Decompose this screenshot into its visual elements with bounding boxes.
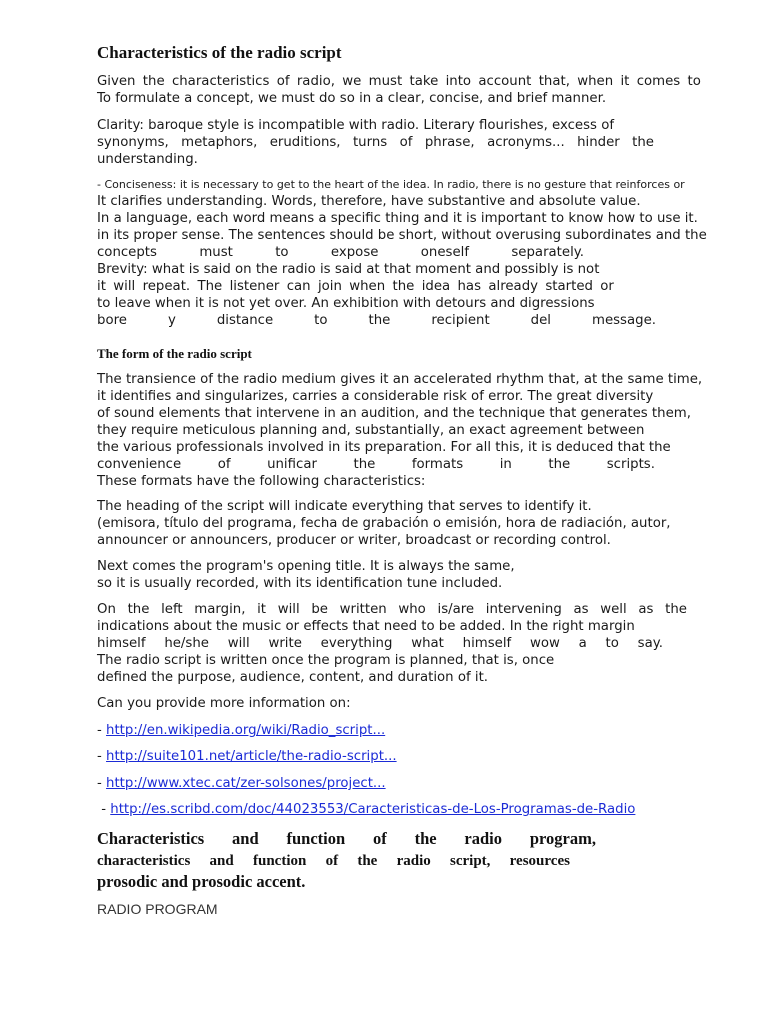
link-bullet: -	[97, 723, 107, 738]
word: as	[573, 602, 589, 617]
margin-line: indications about the music or effects that need to be added. In the right margin	[97, 619, 635, 634]
word: written	[339, 602, 387, 617]
margin-line	[97, 635, 663, 652]
more-info-label: Can you provide more information on:	[97, 696, 351, 711]
conciseness-line: In a language, each word means a specific thing and it is important to know how to use it.	[97, 211, 698, 226]
link-xtec[interactable]: http://www.xtec.cat/zer-solsones/project...	[106, 776, 386, 791]
brevity-line: Brevity: what is said on the radio is said at that moment and possibly is not	[97, 262, 600, 277]
word: scripts.	[606, 457, 655, 472]
word: synonyms,	[97, 135, 169, 150]
word: must	[368, 74, 403, 89]
heading-line: announcer or announcers, producer or writer, broadcast or recording control.	[97, 533, 611, 548]
word: himself	[462, 636, 512, 651]
word: del	[530, 313, 551, 328]
word: it	[257, 602, 267, 617]
word: be	[311, 602, 328, 617]
word: message.	[592, 313, 656, 328]
word: acronyms...	[487, 135, 565, 150]
word: is/are	[437, 602, 475, 617]
link-item	[97, 722, 385, 739]
word: metaphors,	[181, 135, 258, 150]
link-item	[97, 748, 397, 765]
word: concepts	[97, 245, 157, 260]
word: the	[127, 602, 150, 617]
intro-line	[97, 73, 701, 90]
word: to	[605, 636, 619, 651]
word: of	[399, 135, 413, 150]
section-heading: The form of the radio script	[97, 346, 252, 361]
word: it	[620, 74, 630, 89]
opening-title-line: so it is usually recorded, with its identification tune included.	[97, 576, 503, 591]
link-wikipedia[interactable]: http://en.wikipedia.org/wiki/Radio_script...	[106, 723, 386, 738]
clarity-line: understanding.	[97, 152, 198, 167]
heading-line: The heading of the script will indicate everything that serves to identify it.	[97, 499, 592, 514]
form-line: The transience of the radio medium gives it an accelerated rhythm that, at the same time,	[97, 372, 703, 387]
closing-line	[97, 829, 596, 849]
brevity-line	[97, 312, 656, 329]
clarity-line	[97, 134, 654, 151]
word: distance	[216, 313, 274, 328]
word: we	[342, 74, 362, 89]
word: to	[275, 245, 289, 260]
form-line: the various professionals involved in its preparation. For all this, it is deduced that the	[97, 440, 671, 455]
word: what	[411, 636, 444, 651]
link-bullet: -	[97, 776, 107, 791]
word: into	[445, 74, 472, 89]
word: the	[368, 313, 391, 328]
word: characteristics	[97, 853, 191, 869]
word: left	[161, 602, 183, 617]
word: margin,	[194, 602, 246, 617]
footer-label: RADIO PROGRAM	[97, 901, 218, 917]
word: will	[277, 602, 300, 617]
word: take	[409, 74, 439, 89]
link-scribd[interactable]: http://es.scribd.com/doc/44023553/Caracteristicas-de-Los-Programas-de-Radio	[110, 802, 636, 817]
word: he/she	[164, 636, 209, 651]
word: Given	[97, 74, 136, 89]
word: the	[632, 135, 654, 150]
word: oneself	[420, 245, 470, 260]
intro-line: To formulate a concept, we must do so in a clear, concise, and brief manner.	[97, 91, 607, 106]
word: in	[499, 457, 512, 472]
word: of	[276, 74, 290, 89]
clarity-line: Clarity: baroque style is incompatible with radio. Literary flourishes, excess of	[97, 118, 615, 133]
word: characteristics	[171, 74, 270, 89]
word: repeat.	[142, 279, 191, 294]
word: formats	[411, 457, 464, 472]
margin-line: defined the purpose, audience, content, and duration of it.	[97, 670, 489, 685]
word: wow	[529, 636, 560, 651]
word: resources	[509, 853, 570, 869]
link-suite101[interactable]: http://suite101.net/article/the-radio-script...	[106, 749, 397, 764]
link-bullet: -	[97, 749, 107, 764]
word: as	[638, 602, 654, 617]
word: write	[268, 636, 302, 651]
word: everything	[320, 636, 393, 651]
word: the	[142, 74, 165, 89]
word: when	[349, 279, 386, 294]
word: himself	[97, 636, 146, 651]
word: must	[199, 245, 233, 260]
form-line: they require meticulous planning and, substantially, an exact agreement between	[97, 423, 645, 438]
word: of	[217, 457, 231, 472]
word: that,	[538, 74, 570, 89]
word: will	[227, 636, 250, 651]
closing-line	[97, 851, 570, 871]
word: hinder	[577, 135, 620, 150]
word: say.	[637, 636, 663, 651]
word: expose	[330, 245, 379, 260]
word: convenience	[97, 457, 182, 472]
word: bore	[97, 313, 127, 328]
word: separately.	[511, 245, 584, 260]
word: the	[392, 279, 415, 294]
conciseness-note: - Conciseness: it is necessary to get to the heart of the idea. In radio, there is no gesture that reinforces or	[97, 178, 685, 191]
word: intervening	[485, 602, 562, 617]
word: will	[113, 279, 136, 294]
word: idea	[421, 279, 451, 294]
opening-title-line: Next comes the program's opening title. It is always the same,	[97, 559, 515, 574]
word: comes	[636, 74, 681, 89]
word: program,	[529, 829, 596, 848]
word: has	[457, 279, 482, 294]
word: function	[286, 829, 346, 848]
word: the	[353, 457, 376, 472]
word: started	[545, 279, 593, 294]
word: join	[317, 279, 342, 294]
word: radio	[396, 853, 431, 869]
word: can	[286, 279, 311, 294]
word: the	[548, 457, 571, 472]
brevity-line: to leave when it is not yet over. An exhibition with detours and digressions	[97, 296, 595, 311]
word: unificar	[267, 457, 317, 472]
word: of	[373, 829, 387, 848]
word: when	[577, 74, 614, 89]
word: Characteristics	[97, 829, 205, 848]
word: the	[357, 853, 378, 869]
link-item	[97, 775, 386, 792]
word: The	[197, 279, 223, 294]
conciseness-line: It clarifies understanding. Words, therefore, have substantive and absolute value.	[97, 194, 641, 209]
word: and	[232, 829, 259, 848]
word: already	[488, 279, 539, 294]
word: to	[314, 313, 328, 328]
brevity-line	[97, 278, 614, 295]
word: function	[252, 853, 307, 869]
word: the	[414, 829, 437, 848]
form-line: These formats have the following characteristics:	[97, 474, 426, 489]
word: a	[578, 636, 587, 651]
word: y	[167, 313, 176, 328]
form-line: it identifies and singularizes, carries a considerable risk of error. The great diversity	[97, 389, 654, 404]
word: On	[97, 602, 116, 617]
margin-line: The radio script is written once the program is planned, that is, once	[97, 653, 555, 668]
word: or	[600, 279, 614, 294]
word: listener	[229, 279, 280, 294]
link-item	[97, 801, 635, 818]
word: and	[209, 853, 234, 869]
closing-line: prosodic and prosodic accent.	[97, 872, 306, 891]
word: of	[325, 853, 339, 869]
word: recipient	[431, 313, 490, 328]
word: the	[665, 602, 687, 617]
conciseness-line	[97, 244, 584, 261]
word: turns	[352, 135, 388, 150]
link-bullet: -	[97, 802, 111, 817]
word: radio	[464, 829, 502, 848]
word: script,	[450, 853, 491, 869]
margin-line	[97, 601, 687, 618]
word: eruditions,	[269, 135, 341, 150]
word: it	[97, 279, 106, 294]
word: to	[687, 74, 701, 89]
word: phrase,	[424, 135, 475, 150]
heading-line: (emisora, título del programa, fecha de grabación o emisión, hora de radiación, autor,	[97, 516, 671, 531]
form-line: of sound elements that intervene in an audition, and the technique that generates them,	[97, 406, 691, 421]
word: well	[600, 602, 627, 617]
word: account	[478, 74, 532, 89]
page-title: Characteristics of the radio script	[97, 43, 342, 62]
word: radio,	[296, 74, 335, 89]
form-line	[97, 456, 655, 473]
conciseness-line: in its proper sense. The sentences should be short, without overusing subordinates and the	[97, 228, 707, 243]
word: who	[398, 602, 426, 617]
